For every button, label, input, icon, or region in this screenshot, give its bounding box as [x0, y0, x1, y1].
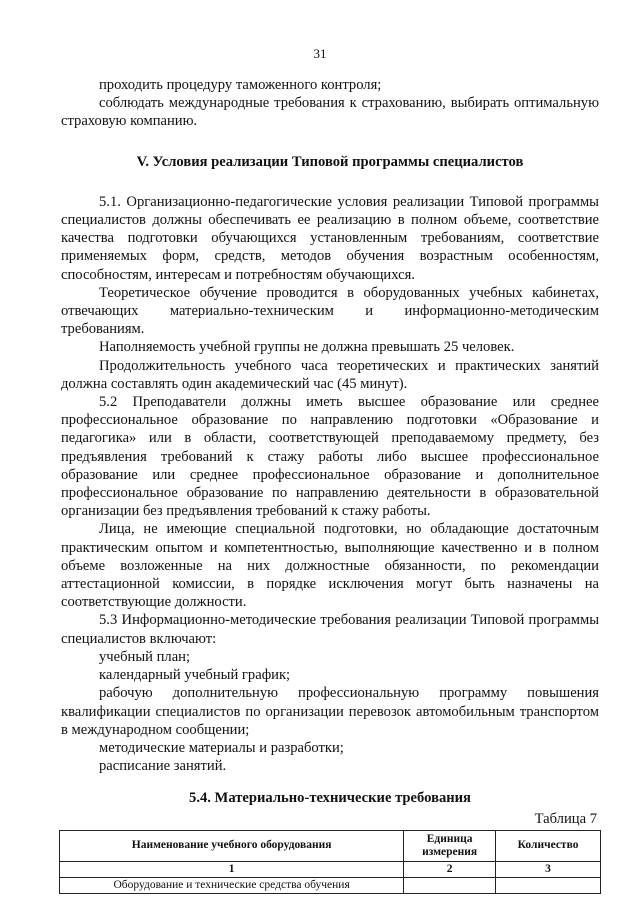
continuation-line-2: соблюдать международные требования к страхованию, выбирать оптимальную страховую компанию. — [61, 95, 599, 130]
paragraph-theory: Теоретическое обучение проводится в оборудованных учебных кабинетах, отвечающих материально-техническим и информационно-методическим требованиям. — [61, 284, 599, 338]
table-cell-empty — [404, 877, 496, 893]
paragraph-5-1: 5.1. Организационно-педагогические условия реализации Типовой программы специалистов должны обеспечивать ее реализацию в полном объеме, соответствие качества подготовки обучающихся установленным требованиям, соответствие применяемых форм, средств, методов обучения возрастным особенностям, способностям, интересам и потребностям обучающихся. — [61, 193, 599, 283]
table-cell-empty — [496, 877, 601, 893]
paragraph-5-2: 5.2 Преподаватели должны иметь высшее образование или среднее профессиональное образование по направлению подготовки «Образование и педагогика» или в области, соответствующей преподаваемому предмету, без предъявления требований к стажу работы либо высшее профессиональное образование или среднее профессиональное образование и дополнительное профессиональное образование по направлению деятельности в образовательной организации без предъявления требований к стажу работы. — [61, 394, 599, 520]
equipment-table — [59, 830, 601, 894]
column-number-2: 2 — [404, 861, 496, 877]
subsection-title: 5.4. Материально-технические требования — [189, 790, 471, 807]
section-title: V. Условия реализации Типовой программы специалистов — [136, 153, 524, 170]
group-row-label: Оборудование и технические средства обучения — [60, 877, 404, 893]
list-item: методические материалы и разработки; — [99, 739, 344, 756]
list-item: рабочую дополнительную профессиональную программу повышения квалификации специалистов по организации перевозок автомобильным транспортом в международном сообщении; — [61, 685, 599, 738]
paragraph-hour-length: Продолжительность учебного часа теоретических и практических занятий должна составлять один академический час (45 минут). — [61, 357, 599, 392]
table-row — [60, 877, 601, 893]
table-header-row — [60, 830, 601, 861]
continuation-line-1: проходить процедуру таможенного контроля; — [99, 77, 382, 93]
table-caption: Таблица 7 — [534, 810, 597, 827]
list-item: учебный план; — [99, 648, 191, 665]
header-equipment-name: Наименование учебного оборудования — [60, 830, 404, 861]
column-number-row — [60, 861, 601, 877]
paragraph-group-size: Наполняемость учебной группы не должна превышать 25 человек. — [99, 339, 515, 356]
document-body — [61, 76, 599, 894]
paragraph-exceptions: Лица, не имеющие специальной подготовки, но обладающие достаточным практическим опытом и компетентностью, выполняющие качественно и в полном объеме возложенные на них должностные обязанности, по рекомендации аттестационной комиссии, в порядке исключения могут быть назначены на соответствующие должности. — [61, 521, 599, 611]
list-item: расписание занятий. — [99, 758, 227, 775]
column-number-1: 1 — [60, 861, 404, 877]
header-quantity: Количество — [496, 830, 601, 861]
header-unit: Единица измерения — [404, 830, 496, 861]
column-number-3: 3 — [496, 861, 601, 877]
list-item: календарный учебный график; — [99, 667, 291, 684]
paragraph-5-3: 5.3 Информационно-методические требования реализации Типовой программы специалистов включают: — [61, 612, 599, 647]
page-number: 31 — [313, 46, 327, 61]
